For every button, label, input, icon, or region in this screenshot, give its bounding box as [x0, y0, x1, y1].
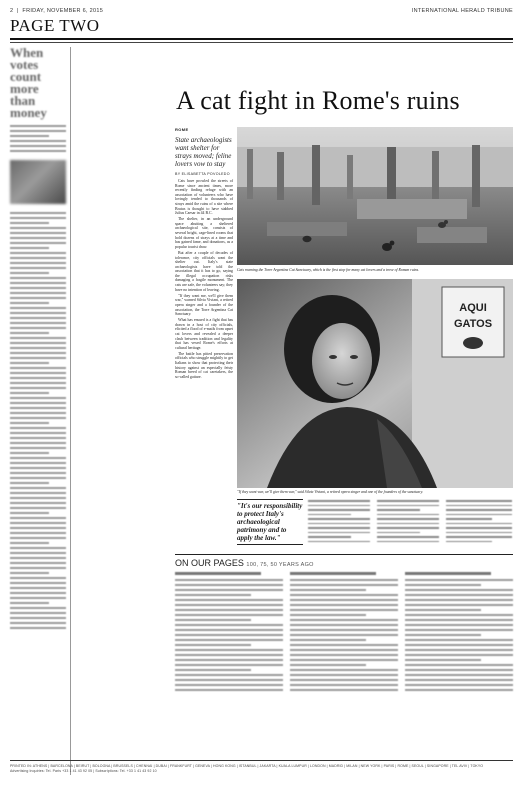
left-column-photo	[10, 160, 66, 204]
left-column-headline: When votes count more than money	[10, 45, 47, 120]
photo-caption: Cats roaming the Torre Argentina Cat Sanctuary, which is the first stop for many cat lovers and a trove of Roman ruins.	[237, 268, 420, 272]
archive-item	[175, 572, 283, 694]
story-body	[175, 179, 233, 379]
story-headline: A cat fight in Rome's ruins	[176, 86, 460, 115]
masthead-rule	[10, 38, 513, 40]
ruins-cats-photo	[237, 127, 513, 265]
pull-quote-text: "It's our responsibility to protect Italy's archaeological patrimony and to apply the law."	[237, 502, 303, 542]
story-paragraph: "If they want me, we'll give them war," warned Silvia Viviani, a retired opera singer and a founder of the association, the Torre Argentina Cat Sanctuary.	[175, 293, 233, 317]
issue-date: FRIDAY, NOVEMBER 6, 2015	[22, 8, 104, 14]
photo-caption: "If they want war, we'll give them war," said Silvia Viviani, a retired opera singer and one of the founders of the sanctuary.	[237, 490, 424, 494]
paper-name: INTERNATIONAL HERALD TRIBUNE	[411, 8, 513, 14]
story-deck: State archaeologists want shelter for strays moved; feline lovers vow to stay	[175, 136, 232, 168]
left-column	[10, 47, 66, 775]
story-paragraph: The battle has pitted preservation officials who struggle mightily to get Italians to show that protecting their history against an especially feisty Roman breed of cat caretakers, the so-called gattare.	[175, 351, 233, 379]
story-paragraph: But after a couple of decades of tolerance, city officials want the shelter out. Italy's state archaeologists have told the association that it has to go, saying the illegal occupation risks damaging a fragile monument. The cats are safe, the volunteers say; they have no intention of leaving.	[175, 250, 233, 292]
archive-item	[290, 572, 398, 694]
left-column-text	[10, 125, 66, 629]
story-byline: BY ELISABETTA POVOLEDO	[175, 172, 230, 176]
story-column-lower	[377, 497, 439, 545]
on-our-pages-title: ON OUR PAGES	[175, 558, 244, 568]
story-kicker: ROME	[175, 127, 189, 132]
masthead-rule-thin	[10, 42, 513, 43]
pull-quote	[237, 497, 303, 547]
footer-contact: Advertising Inquiries: Tel. Paris +33 1 41 43 92 05 | Subscriptions: Tel. +33 1 41 43 92 10	[10, 769, 157, 773]
section-rule	[175, 554, 513, 555]
on-our-pages-sub: 100, 75, 50 YEARS AGO	[246, 562, 314, 568]
footer	[10, 764, 513, 774]
story-column-1	[175, 127, 233, 381]
page-number: 2	[10, 8, 14, 14]
footer-rule	[10, 760, 513, 761]
story-paragraph: What has ensued is a fight that has drawn in a host of city officials, elicited a flood of e-mails from upset cat lovers and revealed a deeper clash between tradition and legality that has vexed Rome's efforts at cultural heritage.	[175, 318, 233, 350]
archive-item	[405, 572, 513, 694]
section-title: PAGE TWO	[10, 16, 100, 35]
footer-printed-in: PRINTED IN: ATHENS | BARCELONA | BEIRUT | BOLOGNA | BRUSSELS | CHENNAI | DUBAI | FRANKFURT | GENEVA | HONG KONG | ISTANBUL | JAKARTA | KUALA LUMPUR | LONDON | MADRID | MILAN | NEW YORK | PARIS | ROME | SEOUL | SINGAPORE | TEL AVIV | TOKYO	[10, 764, 484, 768]
story-column-lower	[308, 497, 370, 545]
story-paragraph: Cats have prowled the streets of Rome since ancient times, more recently finding refuge with an association of volunteers who have lovingly tended to thousands of strays amid the ruins of a site where Brutus is thought to have stabbed Julius Caesar in 44 B.C.	[175, 179, 233, 216]
sign-text: AQUI	[459, 302, 487, 314]
column-divider	[70, 47, 71, 775]
svg-text:GATOS: GATOS	[453, 318, 493, 330]
on-our-pages-header	[175, 558, 314, 568]
masthead-line: 2 | FRIDAY, NOVEMBER 6, 2015 INTERNATIONAL HERALD TRIBUNE	[10, 8, 513, 14]
portrait-photo	[237, 279, 513, 488]
story-paragraph: The shelter, in an underground space abutting a sheltered archaeological site, consists of several bright, cage-lined rooms that hold dozens of strays at a time and has gained fame, and donations, as a popular tourist draw.	[175, 217, 233, 249]
story-column-lower	[446, 497, 512, 545]
